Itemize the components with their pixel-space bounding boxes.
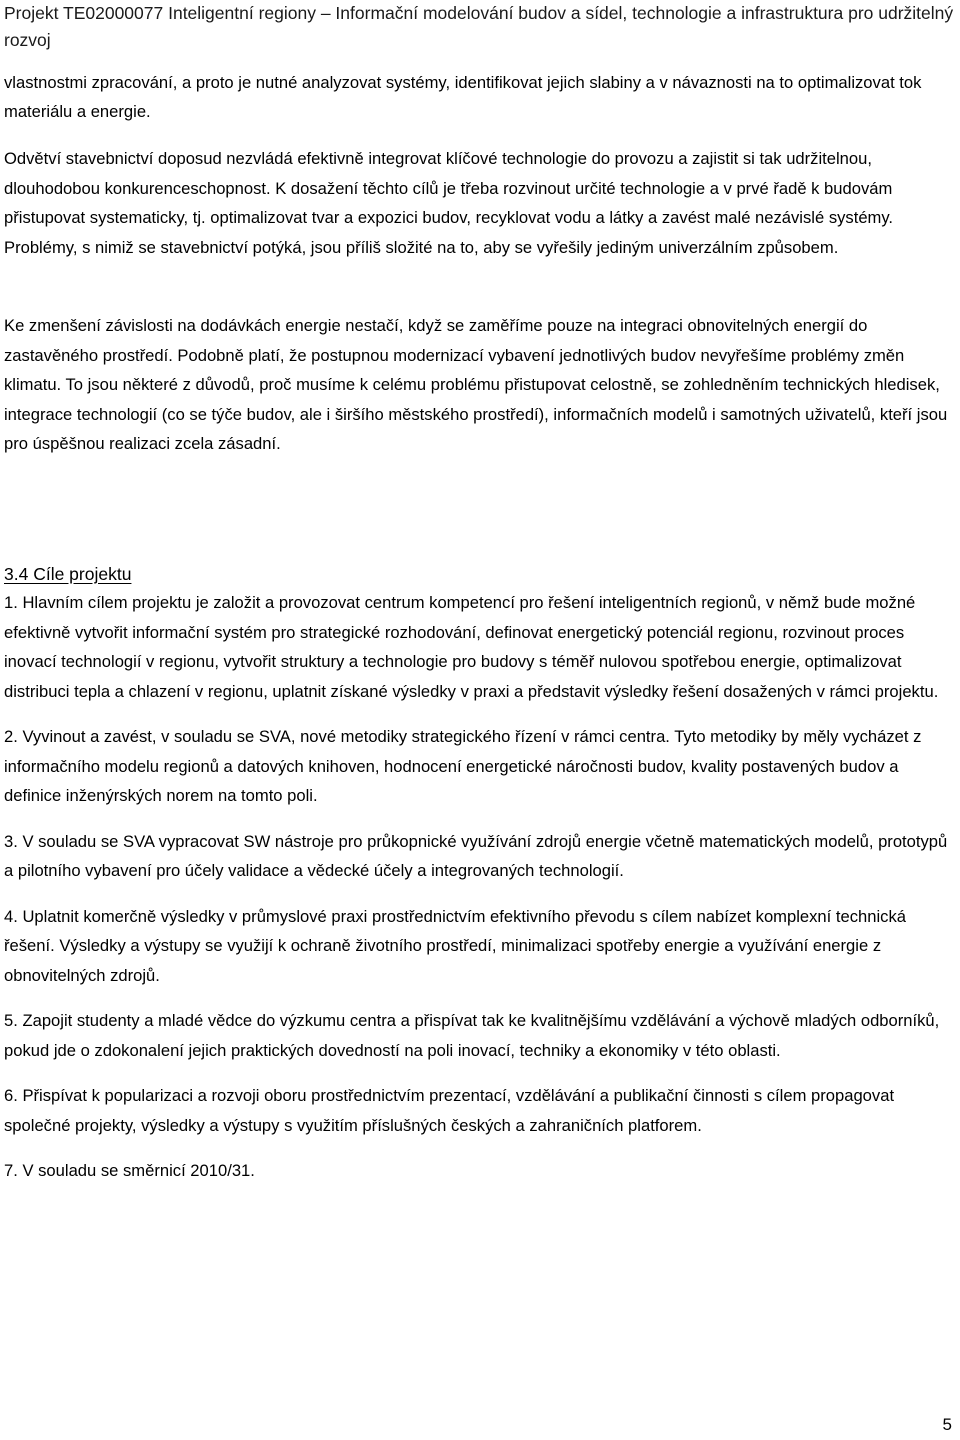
- goal-item: 7. V souladu se směrnicí 2010/31.: [4, 1161, 255, 1180]
- paragraph-energy: Ke zmenšení závislosti na dodávkách energie nestačí, když se zaměříme pouze na integraci obnovitelných energií do zastavěného prostředí. Podobně platí, že postupnou modernizací vybavení jednotlivých budov nevyřešíme problémy změn klimatu. To jsou některé z důvodů, proč musíme k celému problému přistupovat celostně, se zohledněním technických hledisek, integrace technologií (co se týče budov, ale i širšího městského prostředí), informačních modelů i samotných uživatelů, kteří jsou pro úspěšnou realizaci zcela zásadní.: [4, 316, 948, 453]
- goal-item: 2. Vyvinout a zavést, v souladu se SVA, nové metodiky strategického řízení v rámci centra. Tyto metodiky by měly vycházet z informačního modelu regionů a datových knihoven, hodnocení energetické náročnosti budov, kvality postavených budov a definice inženýrských norem na tomto poli.: [4, 727, 922, 805]
- goal-item: 6. Přispívat k popularizaci a rozvoji oboru prostřednictvím prezentací, vzdělávání a publikační činnosti s cílem propagovat společné projekty, výsledky a výstupy s využitím příslušných českých a zahraničních platforem.: [4, 1086, 895, 1135]
- goal-item: 3. V souladu se SVA vypracovat SW nástroje pro průkopnické využívání zdrojů energie včetně matematických modelů, prototypů a pilotního vybavení pro účely validace a vědecké účely a integrovaných technologií.: [4, 831, 948, 880]
- page-number: 5: [942, 1415, 952, 1434]
- goal-item: 4. Uplatnit komerčně výsledky v průmyslové praxi prostřednictvím efektivního převodu s cílem nabízet komplexní technická řešení. Výsledky a výstupy se využijí k ochraně životního prostředí, minimalizaci spotřeby energie a využívání energie z obnovitelných zdrojů.: [4, 906, 906, 985]
- paragraph-continuation: vlastnostmi zpracování, a proto je nutné analyzovat systémy, identifikovat jejich slabiny a v návaznosti na to optimalizovat tok materiálu a energie.: [4, 73, 922, 121]
- goals-list: [4, 588, 960, 1202]
- running-header: Projekt TE02000077 Inteligentní regiony – Informační modelování budov a sídel, technologie a infrastruktura pro udržitelný rozvoj: [4, 3, 954, 50]
- goal-item: 5. Zapojit studenty a mladé vědce do výzkumu centra a přispívat tak ke kvalitnějšímu vzdělávání a výchově mladých odborníků, pokud jde o zdokonalení jejich praktických dovedností na poli inovací, techniky a ekonomiky v této oblasti.: [4, 1011, 940, 1060]
- paragraph-industry: Odvětví stavebnictví doposud nezvládá efektivně integrovat klíčové technologie do provozu a zajistit si tak udržitelnou, dlouhodobou konkurenceschopnost. K dosažení těchto cílů je třeba rozvinout určité technologie a v prvé řadě k budovám přistupovat systematicky, tj. optimalizovat tvar a expozici budov, recyklovat vodu a látky a zavést malé nezávislé systémy. Problémy, s nimiž se stavebnictví potýká, jsou příliš složité na to, aby se vyřešily jediným univerzálním způsobem.: [4, 149, 894, 258]
- section-heading: 3.4 Cíle projektu: [4, 564, 132, 584]
- goal-item: 1. Hlavním cílem projektu je založit a provozovat centrum kompetencí pro řešení inteligentních regionů, v němž bude možné efektivně vytvořit informační systém pro strategické rozhodování, definovat energetický potenciál regionu, rozvinout proces inovací technologií v regionu, vytvořit struktury a technologie pro budovy s téměř nulovou spotřebou energie, optimalizovat distribuci tepla a chlazení v regionu, uplatnit získané výsledky v praxi a představit výsledky řešení dosažených v rámci projektu.: [4, 593, 939, 701]
